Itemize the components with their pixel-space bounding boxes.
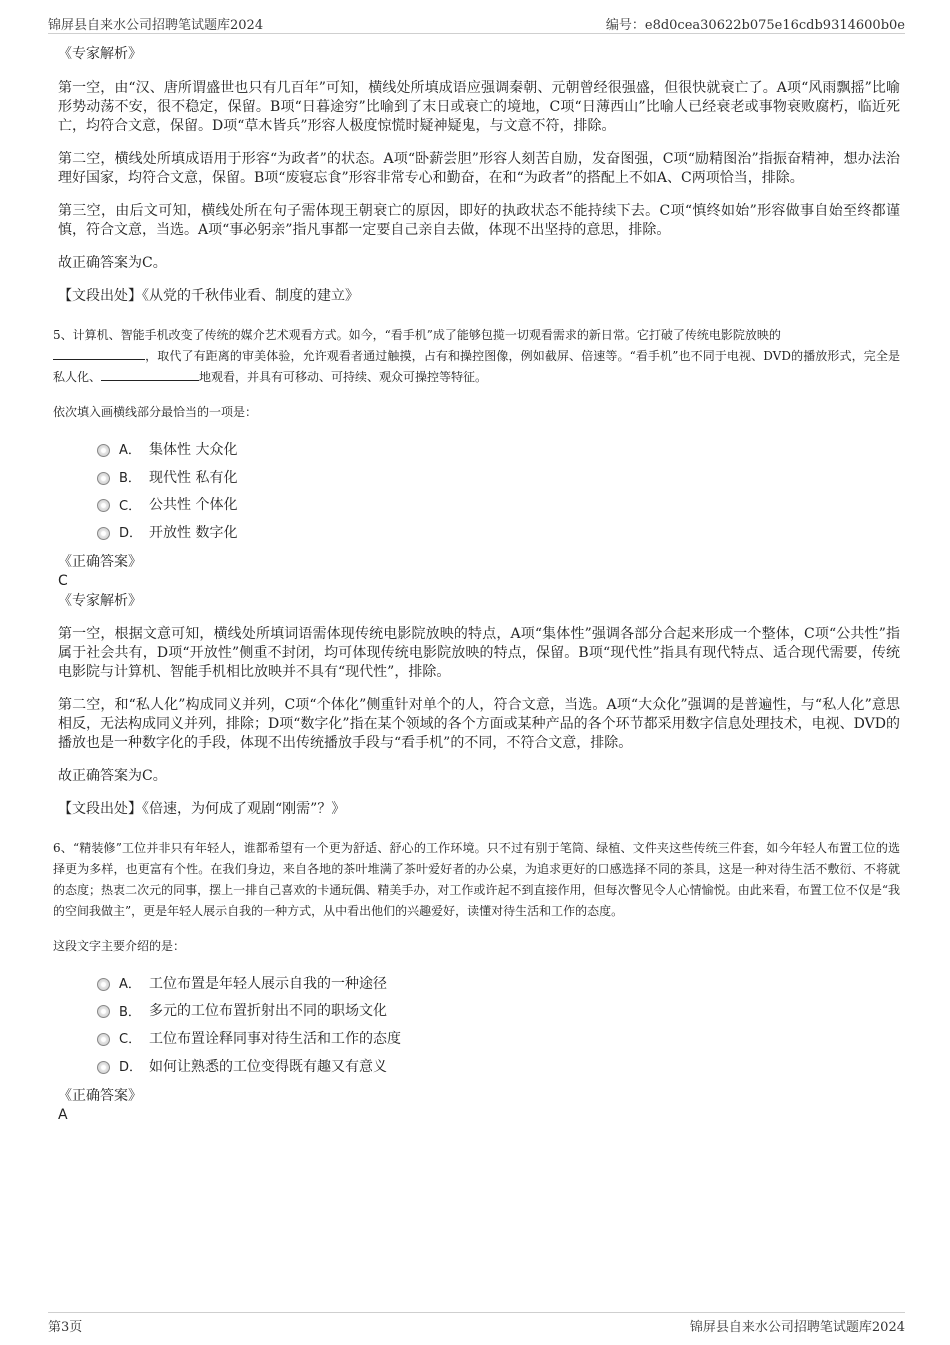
q4-source: 【文段出处】《从党的千秋伟业看、制度的建立》	[58, 288, 359, 304]
radio-icon[interactable]	[97, 527, 110, 540]
option-key: D．	[119, 1060, 143, 1076]
option-text: 现代性 私有化	[149, 469, 238, 486]
q6-answer-label: 《正确答案》	[58, 1087, 142, 1104]
radio-icon[interactable]	[97, 1061, 110, 1074]
q6-option-a[interactable]	[97, 969, 900, 997]
q6-prompt: 这段文字主要介绍的是：	[53, 938, 186, 953]
q4-conclusion: 故正确答案为C。	[58, 255, 167, 271]
radio-icon[interactable]	[97, 472, 110, 485]
option-text: 集体性 大众化	[149, 441, 238, 458]
q5-option-d[interactable]	[97, 518, 900, 546]
q5-analysis-p2: 第二空，和“私人化”构成同义并列，C项“个体化”侧重针对单个的人，符合文意，当选。A项“大众化”强调的是普遍性，与“私人化”意思相反，无法构成同义并列，排除；D项“数字化”指在某个领域的各个方面或某种产品的各个环节都采用数字信息处理技术，电视、DVD的播放也是一种数字化的手段，体现不出传统播放手段与“看手机”的不同，不符合文意，排除。	[58, 696, 900, 751]
q5-source: 【文段出处】《倍速，为何成了观剧“刚需”？》	[58, 800, 346, 817]
q5-option-c[interactable]	[97, 490, 900, 518]
page-footer	[48, 1312, 905, 1335]
q5-analysis-p1: 第一空，根据文意可知，横线处所填词语需体现传统电影院放映的特点，A项“集体性”强调各部分合起来形成一个整体，C项“公共性”指属于社会共有，D项“开放性”侧重不封闭，均可体现传统电影院放映的特点，保留。B项“现代性”指具有现代特点、适合现代需要，传统电影院与计算机、智能手机相比放映并不具有“现代性”，排除。	[58, 625, 900, 680]
page-header	[48, 0, 905, 34]
option-key: C．	[119, 498, 142, 514]
q4-analysis-p3: 第三空，由后文可知，横线处所在句子需体现王朝衰亡的原因，即好的执政状态不能持续下去。C项“慎终如始”形容做事自始至终都谨慎，符合文意，当选。A项“事必躬亲”指凡事都一定要自己亲自去做，体现不出坚持的意思，排除。	[58, 203, 900, 238]
q5-blank-1	[53, 347, 145, 360]
option-key: B．	[119, 1004, 141, 1020]
option-text: 公共性 个体化	[149, 497, 238, 514]
q5-answer-label: 《正确答案》	[58, 553, 142, 570]
header-title: 锦屏县自来水公司招聘笔试题库2024	[48, 18, 264, 33]
option-text: 如何让熟悉的工位变得既有趣又有意义	[149, 1058, 387, 1075]
q5-option-a[interactable]	[97, 435, 900, 463]
q5-options	[97, 435, 900, 546]
q5-stem-part-a: 5、计算机、智能手机改变了传统的媒介艺术观看方式。如今，“看手机”成了能够包揽一切观看需求的新日常。它打破了传统电影院放映的	[53, 328, 781, 342]
q6-option-c[interactable]	[97, 1024, 900, 1052]
q5-analysis-label: 《专家解析》	[58, 592, 142, 609]
option-key: D．	[119, 526, 143, 542]
q5-answer: C	[58, 572, 68, 589]
q5-stem	[53, 325, 900, 388]
option-key: B．	[119, 471, 141, 487]
q5-prompt: 依次填入画横线部分最恰当的一项是：	[53, 405, 258, 419]
option-key: A．	[119, 443, 141, 459]
q6-stem: 6、“精装修”工位并非只有年轻人，谁都希望有一个更为舒适、舒心的工作环境。只不过有别于笔筒、绿植、文件夹这些传统三件套，如今年轻人布置工位的选择更为多样，也更富有个性。在我们身边，来自各地的茶叶堆满了茶叶爱好者的办公桌，为追求更好的口感选择不同的茶具，这是一种对待生活不敷衍、不将就的态度；热衷二次元的同事，摆上一排自己喜欢的卡通玩偶、精美手办，对工作或许起不到直接作用，但每次瞥见令人心情愉悦。由此来看，布置工位不仅是“我的空间我做主”，更是年轻人展示自我的一种方式，从中看出他们的兴趣爱好，读懂对待生活和工作的态度。	[53, 840, 900, 918]
radio-icon[interactable]	[97, 1033, 110, 1046]
q5-conclusion: 故正确答案为C。	[58, 767, 167, 784]
q6-option-b[interactable]	[97, 996, 900, 1024]
radio-icon[interactable]	[97, 1005, 110, 1018]
radio-icon[interactable]	[97, 444, 110, 457]
option-text: 工位布置是年轻人展示自我的一种途径	[149, 975, 387, 992]
q6-option-d[interactable]	[97, 1052, 900, 1080]
page-content	[48, 44, 900, 1125]
option-key: C．	[119, 1032, 142, 1048]
option-text: 开放性 数字化	[149, 524, 238, 541]
q4-analysis-p1: 第一空，由“汉、唐所谓盛世也只有几百年”可知，横线处所填成语应强调秦朝、元朝曾经很强盛，但很快就衰亡了。A项“风雨飘摇”比喻形势动荡不安，很不稳定，保留。B项“日暮途穷”比喻到了末日或衰亡的境地，C项“日薄西山”比喻人已经衰老或事物衰败腐朽，临近死亡，均符合文意，保留。D项“草木皆兵”形容人极度惊慌时疑神疑鬼，与文意不符，排除。	[58, 80, 900, 134]
option-text: 工位布置诠释同事对待生活和工作的态度	[149, 1030, 401, 1047]
option-text: 多元的工位布置折射出不同的职场文化	[149, 1003, 387, 1020]
header-doc-id: 编号：e8d0cea30622b075e16cdb9314600b0e	[605, 18, 905, 33]
radio-icon[interactable]	[97, 499, 110, 512]
q4-analysis-p2: 第二空，横线处所填成语用于形容“为政者”的状态。A项“卧薪尝胆”形容人刻苦自励，发奋图强，C项“励精图治”指振奋精神，想办法治理好国家，均符合文意，保留。B项“废寝忘食”形容非常专心和勤奋，在和“为政者”的搭配上不如A、C两项恰当，排除。	[58, 151, 900, 186]
q5-stem-part-c: 地观看，并具有可移动、可持续、观众可操控等特征。	[199, 370, 488, 384]
q4-analysis-label: 《专家解析》	[58, 46, 142, 62]
radio-icon[interactable]	[97, 978, 110, 991]
footer-title: 锦屏县自来水公司招聘笔试题库2024	[689, 1320, 905, 1335]
q5-stem-part-b: ，取代了有距离的审美体验，允许观看者通过触摸，占有和操控图像，例如截屏、倍速等。“看手机”也不同于电视、DVD的播放形式，完全是私人化、	[53, 349, 900, 384]
q5-option-b[interactable]	[97, 463, 900, 491]
footer-page-number: 第3页	[48, 1320, 83, 1335]
option-key: A．	[119, 977, 141, 993]
q6-options	[97, 969, 900, 1080]
q5-blank-2	[101, 368, 199, 381]
q6-answer: A	[58, 1106, 68, 1123]
